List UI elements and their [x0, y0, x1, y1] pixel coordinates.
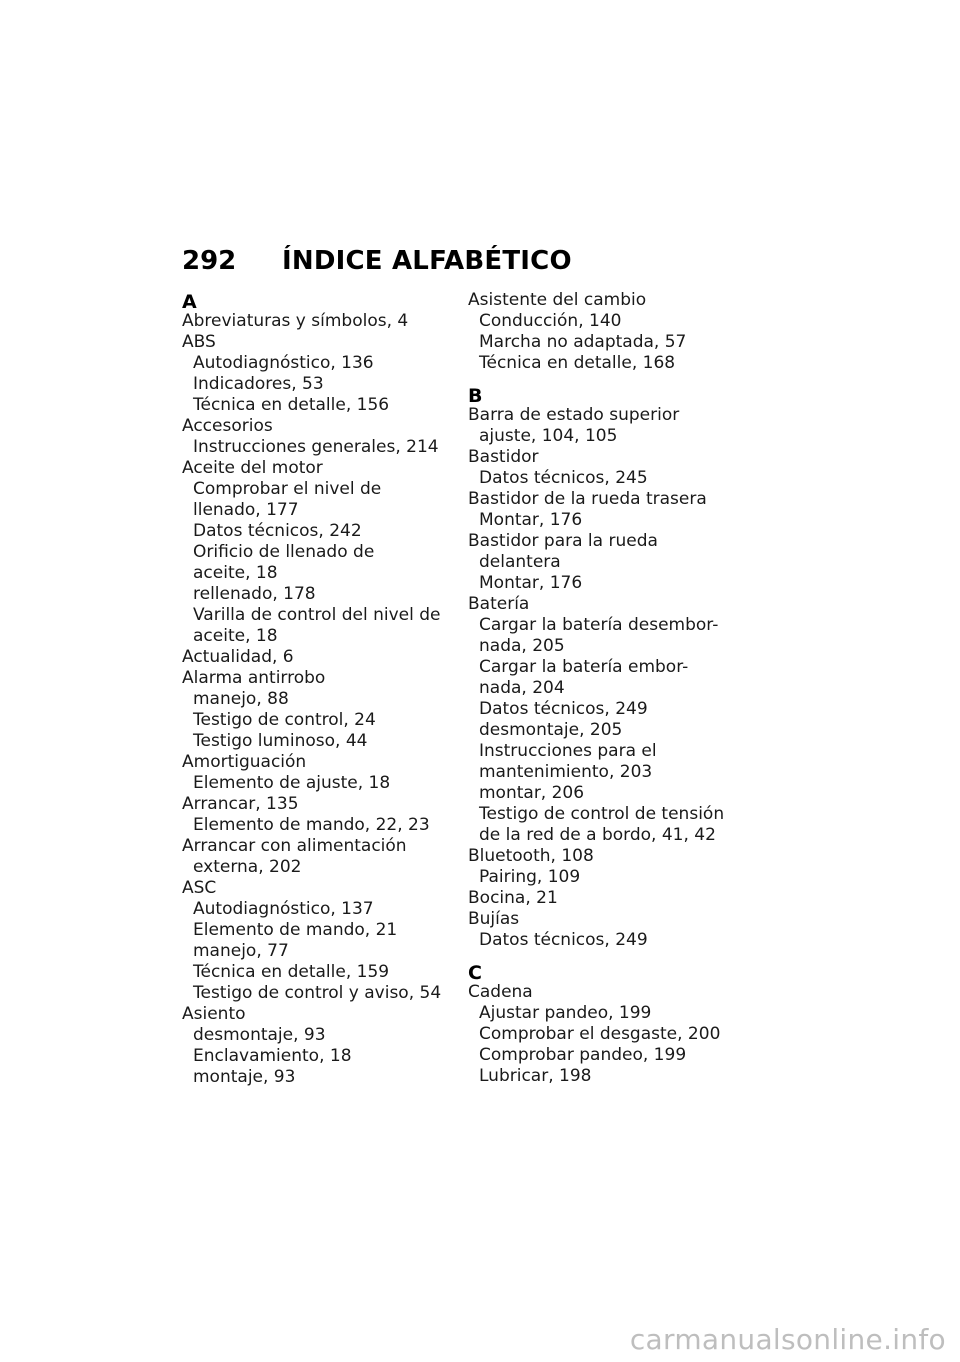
page-title: ÍNDICE ALFABÉTICO	[282, 246, 572, 276]
index-subentry: montar, 206	[479, 783, 585, 803]
index-subentry: de la red de a bordo, 41, 42	[479, 825, 716, 845]
index-entry-term: Arrancar con alimentación	[182, 836, 407, 856]
index-subentry: rellenado, 178	[193, 584, 316, 604]
index-entry	[182, 668, 462, 752]
index-subentry: Testigo de control, 24	[193, 710, 376, 730]
index-subentry: Autodiagnóstico, 137	[193, 899, 374, 919]
index-entry-term: Arrancar, 135	[182, 794, 299, 814]
index-subentry: Comprobar el desgaste, 200	[479, 1024, 721, 1044]
index-subentry: Elemento de ajuste, 18	[193, 773, 391, 793]
watermark: carmanualsonline.info	[629, 1323, 946, 1356]
index-subentry: Autodiagnóstico, 136	[193, 353, 374, 373]
index-subentry: desmontaje, 93	[193, 1025, 326, 1045]
index-entry-term: ABS	[182, 332, 216, 352]
index-entry-term: ASC	[182, 878, 217, 898]
index-entry-term: Asiento	[182, 1004, 246, 1024]
index-entry	[468, 982, 748, 1087]
index-subentry: manejo, 77	[193, 941, 289, 961]
index-entry	[182, 752, 462, 794]
index-entry-term: Bastidor	[468, 447, 539, 467]
index-subentry: Técnica en detalle, 168	[479, 353, 676, 373]
index-subentry: externa, 202	[193, 857, 302, 877]
index-entry-term: Bastidor para la rueda	[468, 531, 658, 551]
index-subentry: Enclavamiento, 18	[193, 1046, 352, 1066]
index-entry-term: Amortiguación	[182, 752, 307, 772]
index-entry-term: Bastidor de la rueda trasera	[468, 489, 707, 509]
index-subentry: Pairing, 109	[479, 867, 581, 887]
index-subentry: Testigo de control y aviso, 54	[193, 983, 442, 1003]
page-header	[182, 246, 572, 276]
index-subentry: Conducción, 140	[479, 311, 622, 331]
index-entry	[468, 846, 748, 888]
page-number: 292	[182, 246, 237, 276]
index-subentry: desmontaje, 205	[479, 720, 623, 740]
index-subentry: Varilla de control del nivel de	[193, 605, 441, 625]
index-subentry: nada, 204	[479, 678, 565, 698]
index-subentry: Elemento de mando, 22, 23	[193, 815, 430, 835]
index-subentry: ajuste, 104, 105	[479, 426, 618, 446]
index-entry	[182, 458, 462, 647]
index-entry-term: Alarma antirrobo	[182, 668, 326, 688]
index-entry-term: Asistente del cambio	[468, 290, 647, 310]
index-subentry: Testigo luminoso, 44	[193, 731, 368, 751]
index-subentry: Elemento de mando, 21	[193, 920, 398, 940]
index-subentry: Técnica en detalle, 156	[193, 395, 390, 415]
index-column-left	[182, 290, 462, 1088]
index-letter: B	[468, 385, 483, 407]
index-subentry: montaje, 93	[193, 1067, 296, 1087]
index-subentry: llenado, 177	[193, 500, 299, 520]
index-subentry: Comprobar el nivel de	[193, 479, 382, 499]
index-letter: C	[468, 962, 482, 984]
index-subentry: Datos técnicos, 249	[479, 930, 648, 950]
index-entry	[182, 836, 462, 878]
index-entry	[182, 1004, 462, 1088]
index-entry	[182, 794, 462, 836]
index-subentry: aceite, 18	[193, 626, 278, 646]
index-subentry: Ajustar pandeo, 199	[479, 1003, 652, 1023]
index-subentry: aceite, 18	[193, 563, 278, 583]
index-entry-term: Abreviaturas y símbolos, 4	[182, 311, 409, 331]
index-subentry: Montar, 176	[479, 510, 583, 530]
index-entry-term: Accesorios	[182, 416, 273, 436]
index-entry	[468, 531, 748, 594]
index-entry	[182, 647, 462, 668]
index-subentry: Marcha no adaptada, 57	[479, 332, 687, 352]
index-entry	[182, 332, 462, 416]
index-subentry: delantera	[479, 552, 561, 572]
index-subentry: manejo, 88	[193, 689, 289, 709]
index-entry	[468, 489, 748, 531]
index-entry	[468, 447, 748, 489]
index-entry-term: Actualidad, 6	[182, 647, 294, 667]
index-entry	[468, 888, 748, 909]
index-entry-term: Cadena	[468, 982, 533, 1002]
index-entry-term: Bocina, 21	[468, 888, 558, 908]
index-subentry: Datos técnicos, 249	[479, 699, 648, 719]
index-subentry: Instrucciones para el	[479, 741, 657, 761]
index-subentry: nada, 205	[479, 636, 565, 656]
index-subentry: Instrucciones generales, 214	[193, 437, 439, 457]
index-entry	[468, 405, 748, 447]
index-entry-term: Barra de estado superior	[468, 405, 680, 425]
index-letter: A	[182, 291, 197, 313]
index-entry	[468, 909, 748, 951]
index-subentry: Indicadores, 53	[193, 374, 324, 394]
index-subentry: Montar, 176	[479, 573, 583, 593]
index-subentry: Testigo de control de tensión	[479, 804, 725, 824]
index-entry	[182, 878, 462, 1004]
index-subentry: Cargar la batería desembor-	[479, 615, 719, 635]
index-entry	[182, 416, 462, 458]
index-subentry: Orificio de llenado de	[193, 542, 375, 562]
index-entry	[182, 311, 462, 332]
index-entry-term: Aceite del motor	[182, 458, 323, 478]
index-subentry: Lubricar, 198	[479, 1066, 592, 1086]
index-subentry: mantenimiento, 203	[479, 762, 653, 782]
index-subentry: Cargar la batería embor-	[479, 657, 689, 677]
index-column-right	[468, 290, 748, 1087]
index-subentry: Datos técnicos, 245	[479, 468, 648, 488]
index-entry	[468, 290, 748, 374]
index-entry-term: Bujías	[468, 909, 520, 929]
index-subentry: Comprobar pandeo, 199	[479, 1045, 687, 1065]
index-subentry: Técnica en detalle, 159	[193, 962, 390, 982]
index-subentry: Datos técnicos, 242	[193, 521, 362, 541]
index-entry	[468, 594, 748, 846]
index-entry-term: Batería	[468, 594, 530, 614]
index-entry-term: Bluetooth, 108	[468, 846, 594, 866]
